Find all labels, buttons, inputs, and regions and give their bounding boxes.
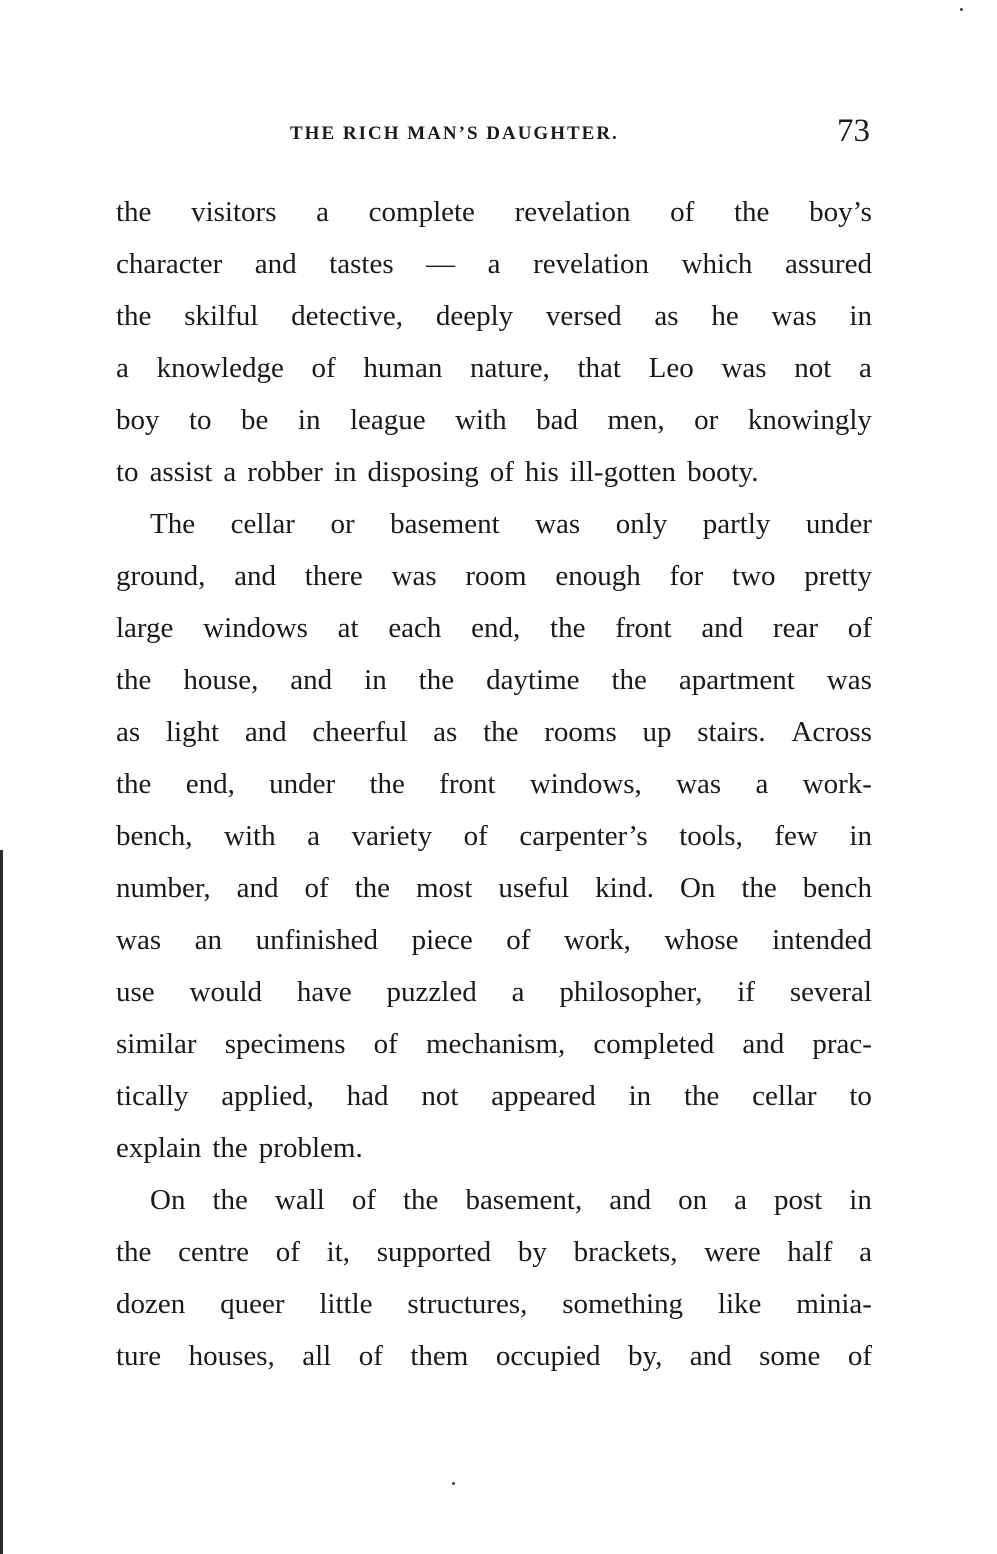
word: in [628, 1080, 652, 1112]
word: knowingly [747, 404, 872, 436]
word: the [483, 716, 519, 748]
print-speck [960, 8, 963, 11]
text-line [116, 500, 872, 552]
word: apartment [678, 664, 795, 696]
word: front [615, 612, 672, 644]
word: Leo [648, 352, 694, 384]
word: the [550, 612, 586, 644]
word: a [755, 768, 769, 800]
word: the [403, 1184, 439, 1216]
word: and [689, 1340, 732, 1372]
word: was [676, 768, 722, 800]
word: of [351, 1184, 376, 1216]
text-line [116, 1072, 872, 1124]
word: and [236, 872, 279, 904]
word: assured [784, 248, 872, 280]
word: he [711, 300, 739, 332]
text-line [116, 1020, 872, 1072]
word: use [116, 976, 155, 1008]
word: the [212, 1132, 248, 1164]
word: a [116, 352, 129, 384]
word: that [577, 352, 621, 384]
text-line [116, 448, 872, 500]
text-line [116, 968, 872, 1020]
text-line [116, 656, 872, 708]
word: in [333, 456, 357, 488]
word: by [517, 1236, 547, 1268]
word: front [439, 768, 496, 800]
word: basement, [465, 1184, 583, 1216]
word: if [737, 976, 755, 1008]
word: versed [545, 300, 622, 332]
word: problem. [258, 1132, 363, 1164]
word: bad [536, 404, 579, 436]
word: had [346, 1080, 389, 1112]
word: deeply [435, 300, 514, 332]
word: human [363, 352, 443, 384]
word: the [116, 196, 152, 228]
word: house, [183, 664, 259, 696]
word: minia- [796, 1288, 872, 1320]
word: or [694, 404, 719, 436]
word: — [426, 248, 456, 280]
word: were [704, 1236, 761, 1268]
word: pretty [804, 560, 872, 592]
text-line [116, 604, 872, 656]
word: knowledge [156, 352, 284, 384]
word: the [212, 1184, 248, 1216]
text-line [116, 1280, 872, 1332]
word: revelation [533, 248, 650, 280]
text-line [116, 760, 872, 812]
word: philosopher, [559, 976, 703, 1008]
word: the [683, 1080, 720, 1112]
text-line [116, 1124, 872, 1176]
word: appeared [491, 1080, 596, 1112]
word: the [733, 196, 770, 228]
word: work- [802, 768, 872, 800]
word: only [615, 508, 668, 540]
text-line [116, 1332, 872, 1384]
word: of [670, 196, 695, 228]
word: cellar [752, 1080, 817, 1112]
word: ground, [116, 560, 206, 592]
word: prac- [812, 1028, 872, 1060]
word: completed [593, 1028, 715, 1060]
text-line [116, 812, 872, 864]
word: a [511, 976, 525, 1008]
word: assist [149, 456, 213, 488]
word: post [773, 1184, 823, 1216]
word: detective, [291, 300, 404, 332]
word: all [302, 1340, 332, 1372]
word: complete [368, 196, 475, 228]
word: a [307, 820, 321, 852]
word: basement [390, 508, 500, 540]
word: be [241, 404, 269, 436]
word: tically [116, 1080, 189, 1112]
word: visitors [191, 196, 277, 228]
word: tools, [679, 820, 743, 852]
word: specimens [224, 1028, 346, 1060]
word: light [165, 716, 220, 748]
word: was [116, 924, 162, 956]
word: disposing [367, 456, 479, 488]
word: as [654, 300, 679, 332]
word: bench [802, 872, 872, 904]
word: ill-gotten [569, 456, 677, 488]
word: rooms [544, 716, 617, 748]
word: in [849, 820, 872, 852]
word: of [847, 1340, 872, 1372]
word: puzzled [386, 976, 477, 1008]
text-line [116, 1176, 872, 1228]
word: the [369, 768, 405, 800]
word: character [116, 248, 223, 280]
word: in [849, 300, 872, 332]
text-line [116, 344, 872, 396]
word: robber [247, 456, 323, 488]
word: on [678, 1184, 708, 1216]
word: at [337, 612, 359, 644]
body-text [116, 188, 872, 1384]
word: the [611, 664, 647, 696]
word: On [679, 872, 716, 904]
word: and [701, 612, 744, 644]
word: skilful [184, 300, 259, 332]
word: in [297, 404, 321, 436]
word: On [150, 1184, 186, 1216]
word: a [859, 352, 872, 384]
word: booty. [687, 456, 759, 488]
word: whose [664, 924, 739, 956]
word: room [465, 560, 527, 592]
word: men, [607, 404, 665, 436]
word: and [234, 560, 277, 592]
word: nature, [470, 352, 550, 384]
word: them [410, 1340, 469, 1372]
word: half [787, 1236, 833, 1268]
word: and [244, 716, 287, 748]
word: it, [326, 1236, 351, 1268]
word: piece [411, 924, 473, 956]
text-line [116, 240, 872, 292]
word: centre [178, 1236, 250, 1268]
word: dozen [116, 1288, 186, 1320]
word: The [150, 508, 196, 540]
word: unfinished [255, 924, 379, 956]
word: by, [627, 1340, 663, 1372]
word: was [391, 560, 437, 592]
word: daytime [486, 664, 580, 696]
word: wall [274, 1184, 325, 1216]
word: large [116, 612, 174, 644]
word: intended [772, 924, 872, 956]
word: would [189, 976, 263, 1008]
word: boy’s [809, 196, 872, 228]
word: Across [791, 716, 872, 748]
word: like [717, 1288, 762, 1320]
word: the [116, 664, 152, 696]
word: of [506, 924, 531, 956]
word: applied, [221, 1080, 314, 1112]
word: variety [351, 820, 433, 852]
text-line [116, 552, 872, 604]
word: cellar [230, 508, 295, 540]
word: end, [471, 612, 521, 644]
word: an [194, 924, 223, 956]
word: a [487, 248, 501, 280]
word: in [849, 1184, 872, 1216]
word: end, [185, 768, 235, 800]
word: of [304, 872, 329, 904]
word: with [455, 404, 507, 436]
word: of [311, 352, 336, 384]
text-line [116, 916, 872, 968]
word: a [859, 1236, 872, 1268]
word: league [349, 404, 426, 436]
word: for [669, 560, 704, 592]
word: stairs. [697, 716, 766, 748]
word: carpenter’s [519, 820, 648, 852]
word: was [721, 352, 767, 384]
word: not [794, 352, 832, 384]
word: the [116, 768, 152, 800]
word: to [849, 1080, 872, 1112]
word: of [358, 1340, 383, 1372]
word: tastes [329, 248, 394, 280]
word: queer [220, 1288, 285, 1320]
word: of [463, 820, 488, 852]
text-line [116, 864, 872, 916]
word: similar [116, 1028, 197, 1060]
text-line [116, 1228, 872, 1280]
print-speck [452, 1482, 455, 1485]
word: little [319, 1288, 373, 1320]
word: work, [564, 924, 631, 956]
word: the [116, 300, 152, 332]
word: mechanism, [425, 1028, 566, 1060]
word: brackets, [573, 1236, 678, 1268]
page-header [290, 113, 870, 153]
word: as [116, 716, 141, 748]
running-title: THE RICH MAN’S DAUGHTER. [290, 123, 619, 144]
word: few [774, 820, 818, 852]
word: there [304, 560, 363, 592]
word: which [681, 248, 753, 280]
word: the [116, 1236, 152, 1268]
word: was [535, 508, 581, 540]
word: useful [498, 872, 570, 904]
word: under [269, 768, 336, 800]
word: up [642, 716, 672, 748]
word: the [741, 872, 777, 904]
word: was [771, 300, 817, 332]
word: cheerful [312, 716, 408, 748]
word: occupied [495, 1340, 601, 1372]
word: supported [376, 1236, 492, 1268]
word: several [789, 976, 872, 1008]
word: of [373, 1028, 398, 1060]
text-line [116, 396, 872, 448]
word: as [433, 716, 458, 748]
word: of [847, 612, 872, 644]
word: the [354, 872, 391, 904]
word: his [524, 456, 559, 488]
word: of [489, 456, 514, 488]
word: in [364, 664, 387, 696]
word: partly [702, 508, 771, 540]
word: not [421, 1080, 459, 1112]
word: with [224, 820, 276, 852]
text-line [116, 708, 872, 760]
word: two [732, 560, 776, 592]
word: and [290, 664, 333, 696]
word: to [116, 456, 139, 488]
page-edge-shadow [0, 850, 3, 1554]
word: and [254, 248, 297, 280]
word: kind. [595, 872, 654, 904]
text-line [116, 188, 872, 240]
word: the [418, 664, 455, 696]
word: some [759, 1340, 821, 1372]
word: boy [116, 404, 160, 436]
word: or [330, 508, 355, 540]
word: have [296, 976, 352, 1008]
word: to [188, 404, 212, 436]
word: revelation [514, 196, 631, 228]
word: windows, [529, 768, 642, 800]
word: most [415, 872, 473, 904]
word: a [316, 196, 329, 228]
word: and [742, 1028, 785, 1060]
word: a [734, 1184, 747, 1216]
word: each [388, 612, 442, 644]
word: enough [555, 560, 641, 592]
word: bench, [116, 820, 193, 852]
word: number, [116, 872, 211, 904]
text-line [116, 292, 872, 344]
word: a [223, 456, 237, 488]
word: houses, [188, 1340, 275, 1372]
word: windows [203, 612, 308, 644]
word: something [562, 1288, 684, 1320]
word: structures, [407, 1288, 528, 1320]
word: of [275, 1236, 300, 1268]
word: under [805, 508, 872, 540]
word: rear [772, 612, 818, 644]
page-number: 73 [837, 113, 870, 149]
word: explain [116, 1132, 202, 1164]
word: was [826, 664, 872, 696]
word: ture [116, 1340, 162, 1372]
word: and [609, 1184, 652, 1216]
